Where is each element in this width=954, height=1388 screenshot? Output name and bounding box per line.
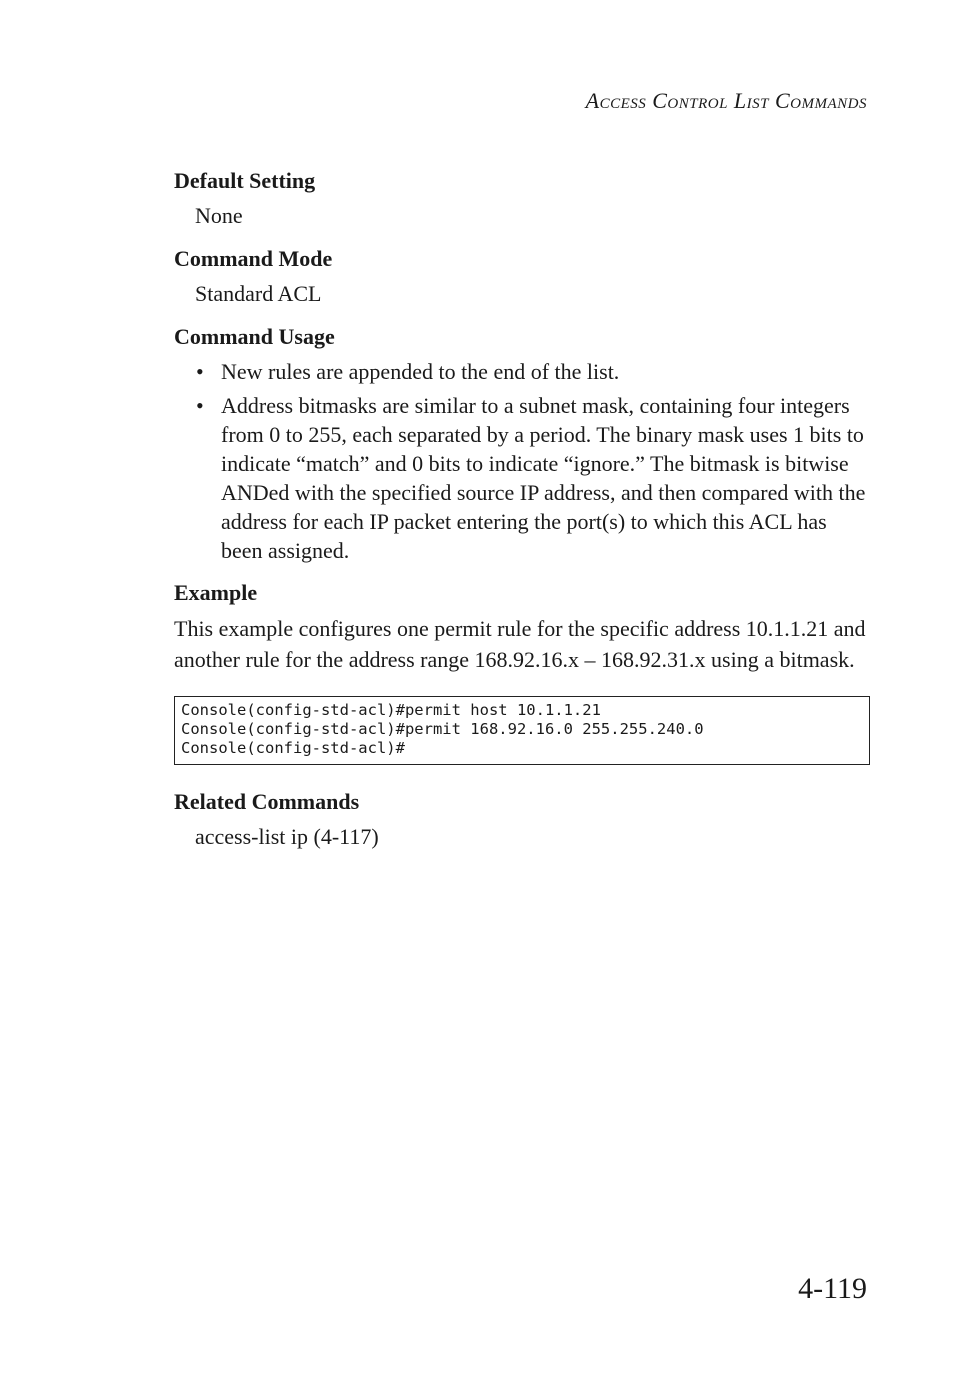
command-mode-section — [174, 244, 870, 309]
command-usage-section — [174, 322, 870, 565]
default-setting-value: None — [195, 203, 243, 228]
bullet-icon: • — [196, 393, 204, 418]
example-section — [174, 578, 870, 765]
list-item — [174, 391, 870, 565]
running-header: Access Control List Commands — [585, 88, 867, 113]
default-setting-heading: Default Setting — [174, 168, 316, 193]
related-commands-section — [174, 787, 870, 852]
related-commands-heading: Related Commands — [174, 789, 360, 814]
bullet-icon: • — [196, 359, 204, 384]
default-setting-section — [174, 166, 870, 231]
list-item-text: New rules are appended to the end of the list. — [221, 359, 620, 384]
code-block — [174, 696, 870, 765]
page-content — [174, 166, 870, 865]
related-command-link[interactable]: access-list ip (4-117) — [195, 824, 379, 849]
page-number: 4-119 — [798, 1272, 867, 1305]
list-item — [174, 357, 870, 386]
code-line: Console(config-std-acl)# — [181, 739, 405, 757]
list-item-text: Address bitmasks are similar to a subnet mask, containing four integers from 0 to 255, each separated by a period. The binary mask uses 1 bits to indicate “match” and 0 bits to indicate “ignore.” The bitmask is bitwise ANDed with the specified source IP address, and then compared with the address for each IP packet entering the port(s) to which this ACL has been assigned. — [221, 393, 866, 563]
command-usage-list — [174, 357, 870, 565]
command-mode-heading: Command Mode — [174, 246, 333, 271]
command-usage-heading: Command Usage — [174, 324, 335, 349]
code-line: Console(config-std-acl)#permit host 10.1.1.21 — [181, 701, 601, 719]
code-line: Console(config-std-acl)#permit 168.92.16.0 255.255.240.0 — [181, 720, 704, 738]
example-description: This example configures one permit rule for the specific address 10.1.1.21 and another rule for the address range 168.92.16.x – 168.92.31.x using a bitmask. — [174, 616, 866, 672]
command-mode-value: Standard ACL — [195, 281, 322, 306]
example-heading: Example — [174, 580, 258, 605]
